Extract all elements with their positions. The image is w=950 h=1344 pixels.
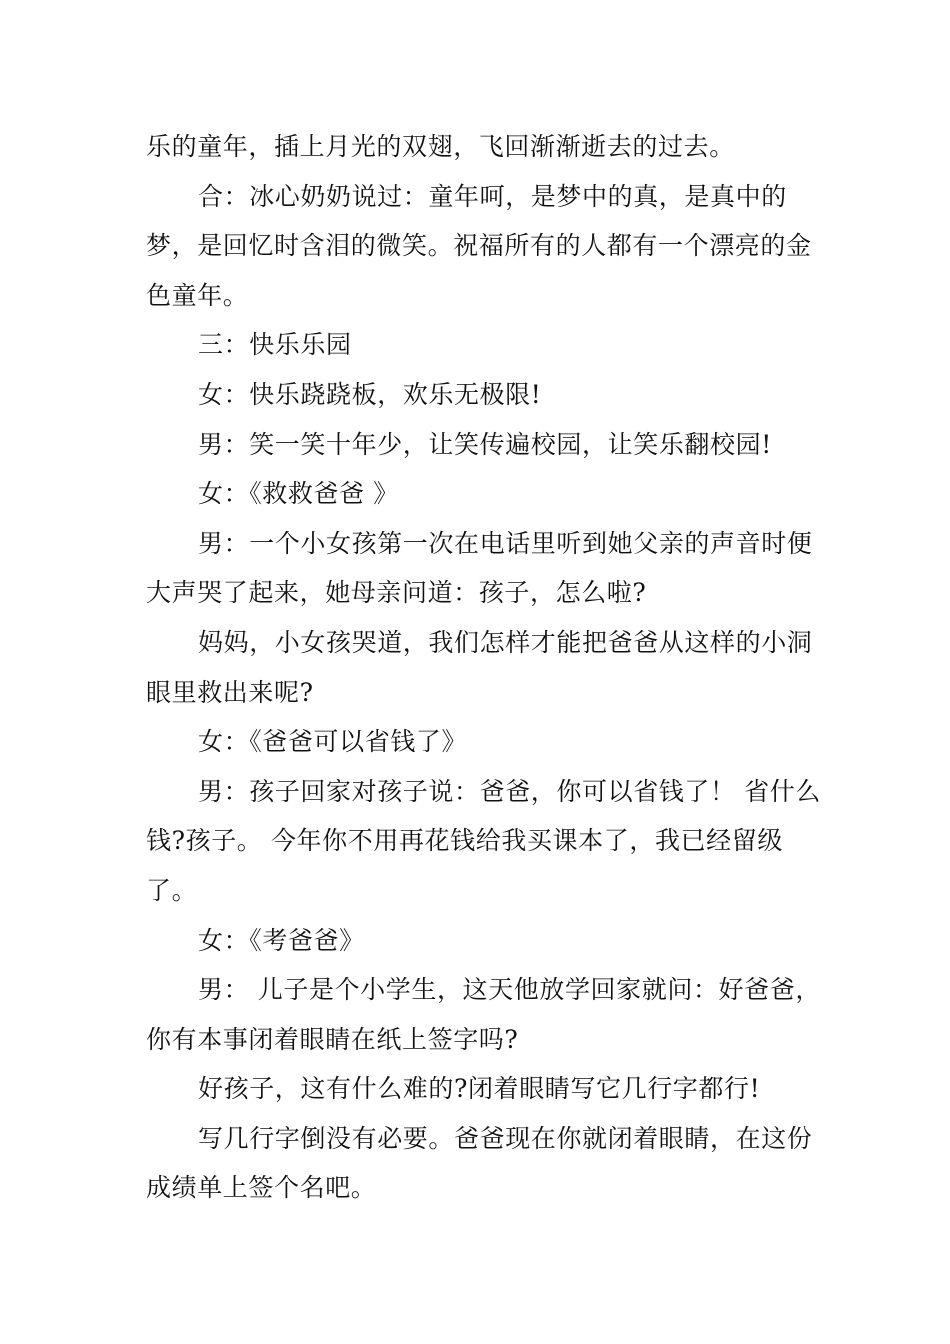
paragraph-female-title-save-dad: 女：《救救爸爸 》: [198, 479, 399, 509]
paragraph-male-signature-story: 男： 儿子是个小学生，这天他放学回家就问：好爸爸，你有本事闭着眼睛在纸上签字吗?: [146, 975, 821, 1054]
paragraph-male-laugh: 男：笑一笑十年少，让笑传遍校园，让笑乐翻校园!: [198, 429, 772, 459]
paragraph-male-phone-story: 男：一个小女孩第一次在电话里听到她父亲的声音时便大声哭了起来，她母亲问道：孩子，怎么啦?: [146, 528, 813, 608]
paragraph-good-kid: 好孩子，这有什么难的?闭着眼睛写它几行字都行!: [198, 1074, 761, 1104]
paragraph-female-title-save-money: 女：《爸爸可以省钱了》: [198, 727, 468, 757]
section-heading-happy-park: 三：快乐乐园: [198, 330, 352, 360]
paragraph-he-closing: 合：冰心奶奶说过：童年呵，是梦中的真，是真中的梦，是回忆时含泪的微笑。祝福所有的人都有一个漂亮的金色童年。: [146, 181, 812, 310]
paragraph-female-seesaw: 女：快乐跷跷板，欢乐无极限!: [198, 379, 542, 409]
paragraph-mom-question: 妈妈，小女孩哭道，我们怎样才能把爸爸从这样的小洞眼里救出来呢?: [146, 627, 813, 707]
paragraph-female-title-test-dad: 女：《考爸爸》: [198, 925, 365, 955]
paragraph-report-card: 写几行字倒没有必要。爸爸现在你就闭着眼睛，在这份成绩单上签个名吧。: [146, 1123, 813, 1203]
document-body: [146, 122, 826, 1213]
paragraph-continuation: 乐的童年，插上月光的双翅，飞回渐渐逝去的过去。: [146, 132, 735, 161]
paragraph-male-textbook-story: 男：孩子回家对孩子说：爸爸，你可以省钱了！ 省什么钱?孩子。 今年你不用再花钱给我买课本了，我已经留级了。: [146, 776, 821, 905]
